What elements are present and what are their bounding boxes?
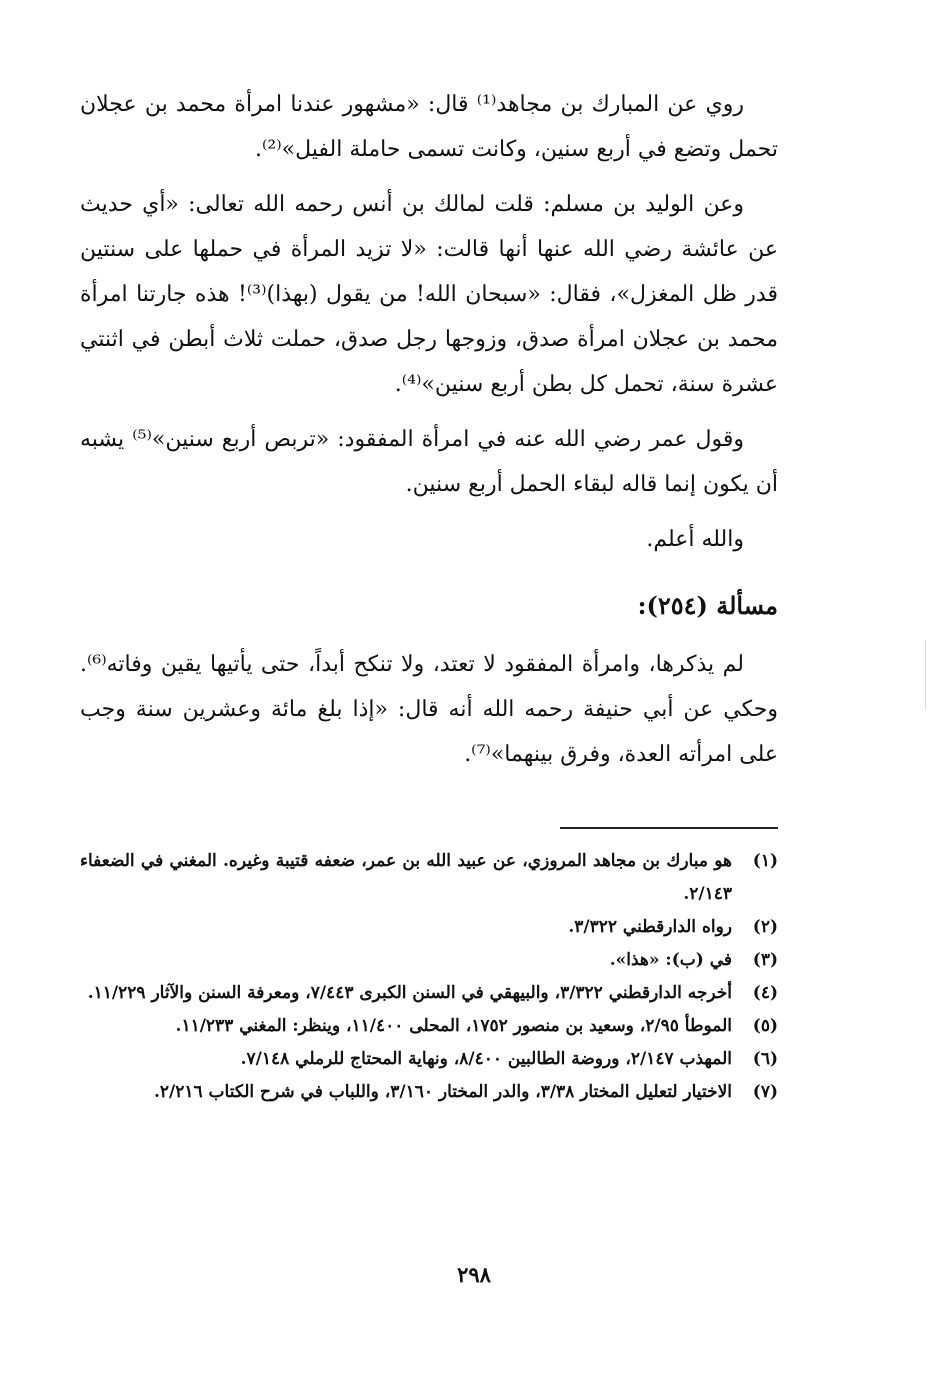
footnote-number: (٢) <box>752 917 778 937</box>
body-paragraph: لم يذكرها، وامرأة المفقود لا تعتد، ولا تنكح أبداً، حتى يأتيها يقين وفاته⁽⁶⁾. وحكي عن أبي حنيفة رحمه الله أنه قال: «إذا بلغ مائة وعشرين سنة وجب على امرأته العدة، وفرق بينهما»⁽⁷⁾. <box>80 652 778 767</box>
footnote-text: هو مبارك بن مجاهد المروزي، عن عبيد الله بن عمر، ضعفه قتيبة وغيره. المغني في الضعفاء ٢/١٤٣. <box>80 851 732 904</box>
footnote-number: (٣) <box>752 950 778 970</box>
footnotes <box>80 845 778 1109</box>
footnote-number: (١) <box>752 851 778 871</box>
footnote-number: (٦) <box>752 1049 778 1069</box>
footnote-text: رواه الدارقطني ٣/٣٢٢. <box>568 917 732 937</box>
footnote-text: المهذب ٢/١٤٧، وروضة الطالبين ٨/٤٠٠، ونهاية المحتاج للرملي ٧/١٤٨. <box>240 1049 732 1069</box>
footnote-number: (٤) <box>752 983 778 1003</box>
footnote <box>80 1076 778 1109</box>
footnote <box>80 1010 778 1043</box>
footnote <box>80 845 778 911</box>
footnote <box>80 977 778 1010</box>
body-paragraph: وقول عمر رضي الله عنه في امرأة المفقود: «تربص أربع سنين»⁽⁵⁾ يشبه أن يكون إنما قاله لبقاء الحمل أربع سنين. <box>80 427 778 497</box>
footnote <box>80 944 778 977</box>
footnote <box>80 1043 778 1076</box>
footnote-text: أخرجه الدارقطني ٣/٣٢٢، والبيهقي في السنن الكبرى ٧/٤٤٣، ومعرفة السنن والآثار ١١/٢٢٩. <box>87 983 732 1003</box>
footnote-text: الموطأ ٢/٩٥، وسعيد بن منصور ١٧٥٢، المحلى ١١/٤٠٠، وينظر: المغني ١١/٢٣٣. <box>175 1016 732 1036</box>
footnote-text: الاختيار لتعليل المختار ٣/٣٨، والدر المختار ٣/١٦٠، واللباب في شرح الكتاب ٢/٢١٦. <box>153 1082 732 1102</box>
scan-edge-mark <box>925 640 926 710</box>
body-paragraph: وعن الوليد بن مسلم: قلت لمالك بن أنس رحمه الله تعالى: «أي حديث عن عائشة رضي الله عنها أنها قالت: «لا تزيد المرأة في حملها على سنتين قدر ظل المغزل»، فقال: «سبحان الله! من يقول (بهذا)⁽³⁾! هذه جارتنا امرأة محمد بن عجلان امرأة صدق، وزوجها رجل صدق، حملت ثلاث أبطن في اثنتي عشرة سنة، تحمل كل بطن أربع سنين»⁽⁴⁾. <box>80 192 778 397</box>
section-heading: مسألة (٢٥٤): <box>637 591 778 620</box>
footnote-divider <box>560 827 778 829</box>
body-paragraph: والله أعلم. <box>646 527 744 552</box>
footnote-text: في (ب): «هذا». <box>609 950 732 970</box>
footnote-number: (٥) <box>752 1016 778 1036</box>
page-content <box>80 82 778 1109</box>
body-paragraph: روي عن المبارك بن مجاهد⁽¹⁾ قال: «مشهور عندنا امرأة محمد بن عجلان تحمل وتضع في أربع سنين، وكانت تسمى حاملة الفيل»⁽²⁾. <box>80 92 778 162</box>
page-number: ٢٩٨ <box>457 1262 491 1287</box>
footnote <box>80 911 778 944</box>
footnote-number: (٧) <box>752 1082 778 1102</box>
